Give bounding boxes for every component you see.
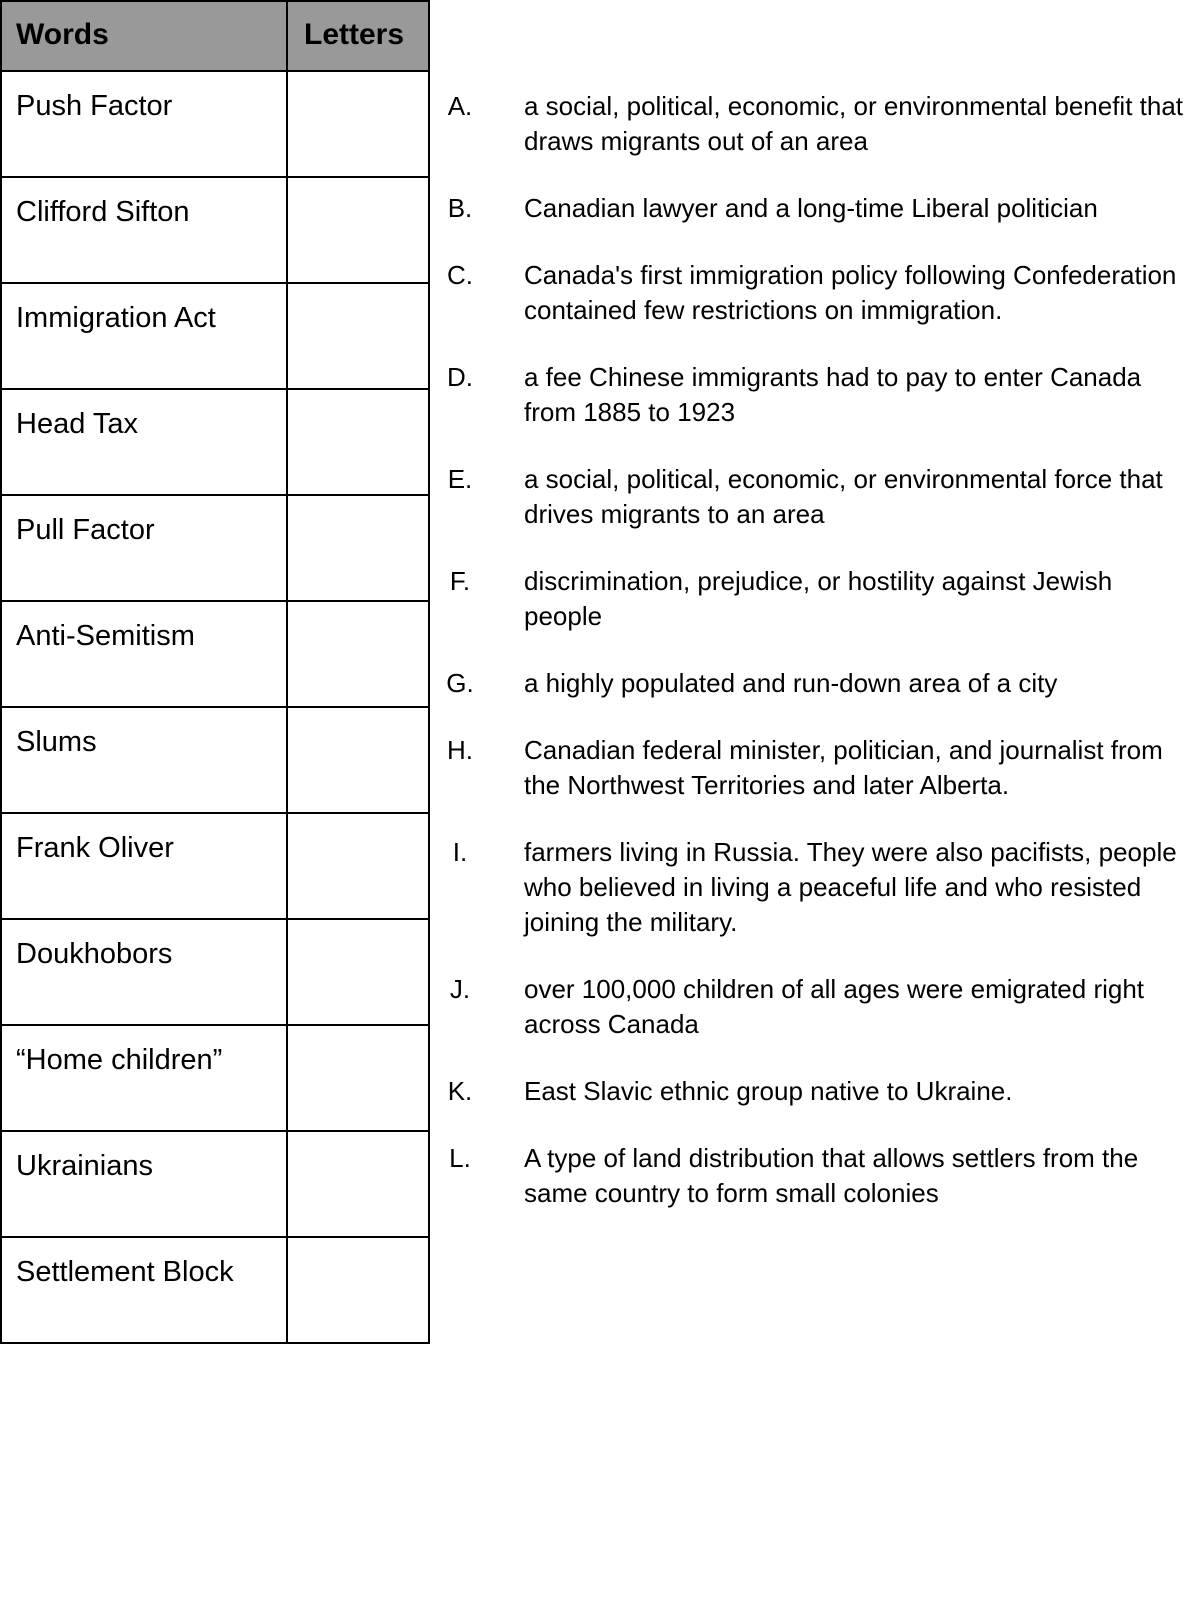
word-cell: Slums [1, 707, 287, 813]
definition-text: discrimination, prejudice, or hostility against Jewish people [524, 566, 1113, 631]
table-row [1, 71, 429, 177]
table-row [1, 389, 429, 495]
definition-text: a fee Chinese immigrants had to pay to enter Canada from 1885 to 1923 [524, 362, 1142, 427]
definition-item [440, 1141, 1192, 1211]
letter-answer-cell[interactable] [287, 283, 429, 389]
definition-text: farmers living in Russia. They were also pacifists, people who believed in living a peaceful life and who resisted joining the military. [524, 837, 1177, 937]
definition-item [440, 733, 1192, 803]
matching-table [0, 0, 430, 1344]
definition-item [440, 1074, 1192, 1109]
table-header-row [1, 1, 429, 71]
words-column-header: Words [1, 1, 287, 71]
table-row [1, 177, 429, 283]
word-cell: Settlement Block [1, 1237, 287, 1343]
definition-text: a social, political, economic, or environmental benefit that draws migrants out of an area [524, 91, 1184, 156]
table-row [1, 813, 429, 919]
definition-item [440, 462, 1192, 532]
letter-answer-cell[interactable] [287, 71, 429, 177]
letter-answer-cell[interactable] [287, 495, 429, 601]
table-row [1, 707, 429, 813]
definition-text: Canada's first immigration policy following Confederation contained few restrictions on immigration. [524, 260, 1177, 325]
word-cell: Doukhobors [1, 919, 287, 1025]
letter-answer-cell[interactable] [287, 389, 429, 495]
definition-item [440, 258, 1192, 328]
definition-item [440, 972, 1192, 1042]
definition-text: over 100,000 children of all ages were emigrated right across Canada [524, 974, 1145, 1039]
letters-column-header: Letters [287, 1, 429, 71]
word-cell: Pull Factor [1, 495, 287, 601]
definition-item [440, 835, 1192, 940]
letter-answer-cell[interactable] [287, 1131, 429, 1237]
definition-item [440, 666, 1192, 701]
table-row [1, 1131, 429, 1237]
definition-letter: J. [449, 974, 471, 1004]
definition-item [440, 360, 1192, 430]
definition-text: East Slavic ethnic group native to Ukraine. [524, 1076, 1013, 1106]
definition-letter: L. [449, 1143, 471, 1173]
table-row [1, 601, 429, 707]
definition-text: A type of land distribution that allows settlers from the same country to form small colonies [524, 1143, 1139, 1208]
definition-item [440, 564, 1192, 634]
definition-item [440, 89, 1192, 159]
letter-answer-cell[interactable] [287, 919, 429, 1025]
word-cell: Clifford Sifton [1, 177, 287, 283]
table-row [1, 1237, 429, 1343]
definition-letter: I. [452, 837, 468, 867]
table-row [1, 283, 429, 389]
table-row [1, 919, 429, 1025]
definition-letter: B. [447, 193, 473, 223]
letter-answer-cell[interactable] [287, 601, 429, 707]
letter-answer-cell[interactable] [287, 707, 429, 813]
word-cell: Frank Oliver [1, 813, 287, 919]
definition-letter: F. [449, 566, 471, 596]
table-row [1, 495, 429, 601]
definition-letter: E. [447, 464, 473, 494]
definition-letter: G. [446, 668, 474, 698]
table-row [1, 1025, 429, 1131]
word-cell: Anti-Semitism [1, 601, 287, 707]
definition-item [440, 191, 1192, 226]
word-cell: Ukrainians [1, 1131, 287, 1237]
definition-text: Canadian federal minister, politician, and journalist from the Northwest Territories and later Alberta. [524, 735, 1163, 800]
definition-text: Canadian lawyer and a long-time Liberal politician [524, 193, 1098, 223]
word-cell: Immigration Act [1, 283, 287, 389]
word-cell: “Home children” [1, 1025, 287, 1131]
letter-answer-cell[interactable] [287, 177, 429, 283]
definition-letter: C. [447, 260, 473, 290]
letter-answer-cell[interactable] [287, 1237, 429, 1343]
definition-text: a highly populated and run-down area of a city [524, 668, 1058, 698]
word-cell: Push Factor [1, 71, 287, 177]
definition-letter: K. [447, 1076, 473, 1106]
definition-text: a social, political, economic, or environmental force that drives migrants to an area [524, 464, 1163, 529]
definitions-list [440, 89, 1192, 1243]
letter-answer-cell[interactable] [287, 813, 429, 919]
definition-letter: H. [447, 735, 473, 765]
definition-letter: D. [447, 362, 473, 392]
letter-answer-cell[interactable] [287, 1025, 429, 1131]
definition-letter: A. [447, 91, 473, 121]
word-cell: Head Tax [1, 389, 287, 495]
